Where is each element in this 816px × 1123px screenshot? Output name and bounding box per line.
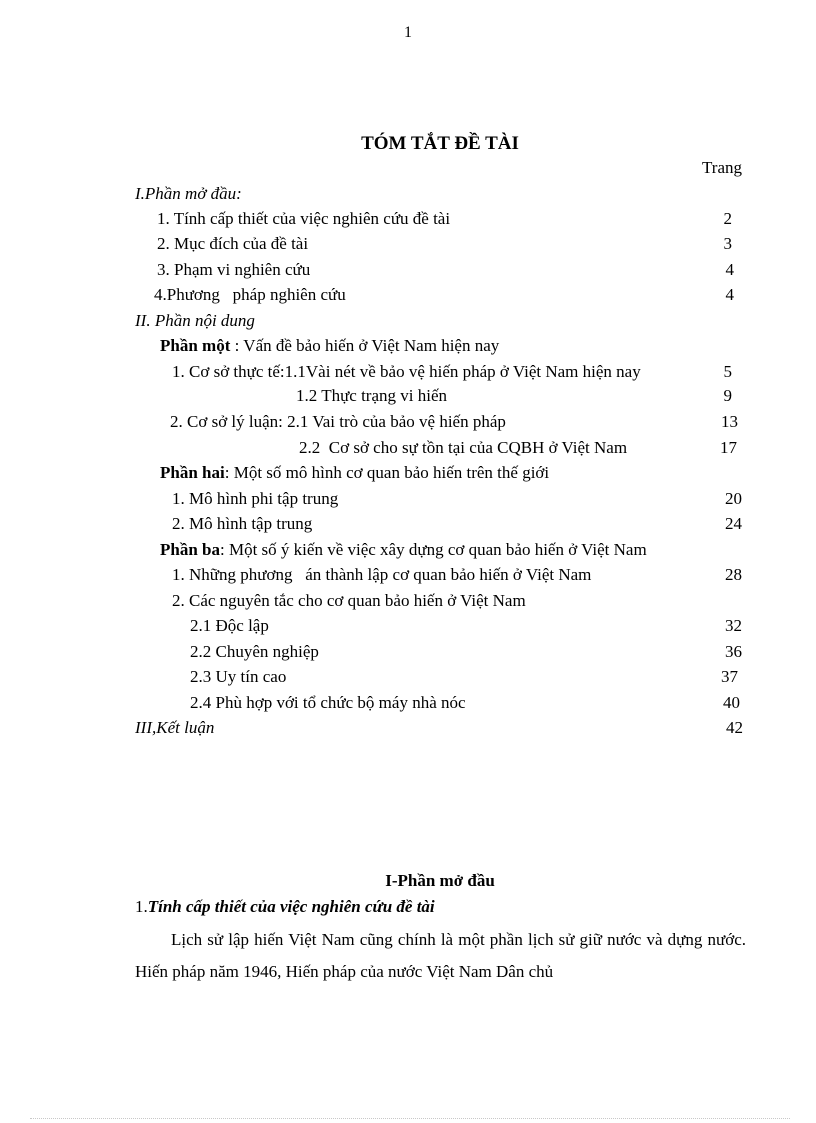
- toc-entry-page: 37: [721, 667, 738, 686]
- toc-entry-text: 1. Tính cấp thiết của việc nghiên cứu đề tài: [157, 209, 451, 228]
- toc-entry-page: 17: [720, 438, 737, 457]
- toc-entry-page: 28: [725, 565, 742, 584]
- toc-entry-text: 2.4 Phù hợp với tổ chức bộ máy nhà nóc: [190, 693, 466, 712]
- subsection-title: Tính cấp thiết của việc nghiên cứu đề tài: [147, 897, 435, 916]
- toc-entry-page: 20: [725, 489, 742, 508]
- toc-entry-page: 5: [723, 362, 732, 381]
- toc-entry-text: 1. Cơ sở thực tế:1.1Vài nét về bảo vệ hiến pháp ở Việt Nam hiện nay: [172, 362, 641, 381]
- toc-entry-conclusion: III,Kết luận: [135, 718, 215, 737]
- toc-entry-text: 1. Mô hình phi tập trung: [172, 489, 339, 508]
- toc-entry-bold: Phần hai: [160, 463, 225, 482]
- toc-entry-page: 36: [725, 642, 742, 661]
- toc-entry-page: 24: [725, 514, 742, 533]
- toc-entry-text: 2. Cơ sở lý luận: 2.1 Vai trò của bảo vệ hiến pháp: [170, 412, 506, 431]
- toc-entry-part-two: [160, 463, 549, 483]
- page-number: 1: [404, 24, 412, 41]
- toc-entry-text: : Một số ý kiến về việc xây dựng cơ quan bảo hiến ở Việt Nam: [220, 540, 647, 559]
- toc-entry-text: 4.Phương pháp nghiên cứu: [154, 285, 346, 304]
- toc-entry-page: 4: [725, 285, 734, 304]
- toc-entry-part2: II. Phần nội dung: [135, 311, 255, 330]
- toc-entry-bold: Phần ba: [160, 540, 220, 559]
- toc-entry-bold: Phần một: [160, 336, 231, 355]
- toc-entry-page: 2: [723, 209, 732, 228]
- section-heading: I-Phần mở đầu: [385, 871, 495, 890]
- body-paragraph: [135, 924, 746, 988]
- toc-entry-text: 2. Mô hình tập trung: [172, 514, 313, 533]
- toc-entry-text: 2. Mục đích của đề tài: [157, 234, 309, 253]
- page-bottom-rule: [30, 1118, 790, 1119]
- subsection-heading: [135, 897, 435, 917]
- toc-entry-text: 1.2 Thực trạng vi hiến: [296, 386, 448, 405]
- toc-entry-page: 3: [723, 234, 732, 253]
- toc-entry-part-three: [160, 540, 647, 560]
- toc-entry-page: 32: [725, 616, 742, 635]
- toc-entry-part-one: [160, 336, 499, 356]
- paragraph-text: Lịch sử lập hiến Việt Nam cũng chính là một phần lịch sử giữ nước và dựng nước. Hiến pháp năm 1946, Hiến pháp của nước Việt Nam Dân chủ: [135, 930, 746, 981]
- toc-entry-text: 2.2 Chuyên nghiệp: [190, 642, 319, 661]
- toc-page-column-label: Trang: [702, 158, 742, 177]
- toc-entry-page: 13: [721, 412, 738, 431]
- toc-entry-part1: I.Phần mở đầu:: [135, 184, 242, 203]
- toc-entry-text: : Vấn đề bảo hiến ở Việt Nam hiện nay: [230, 336, 500, 355]
- toc-entry-text: 3. Phạm vi nghiên cứu: [157, 260, 311, 279]
- toc-entry-text: 2. Các nguyên tắc cho cơ quan bảo hiến ở Việt Nam: [172, 591, 526, 610]
- toc-entry-text: 2.2 Cơ sở cho sự tồn tại của CQBH ở Việt Nam: [299, 438, 628, 457]
- toc-entry-text: 2.1 Độc lập: [190, 616, 269, 635]
- toc-title: TÓM TẮT ĐỀ TÀI: [361, 133, 519, 154]
- toc-entry-page: 42: [726, 718, 743, 737]
- subsection-number: 1.: [135, 897, 148, 916]
- toc-entry-page: 40: [723, 693, 740, 712]
- toc-entry-text: 2.3 Uy tín cao: [190, 667, 287, 686]
- toc-entry-text: 1. Những phương án thành lập cơ quan bảo hiến ở Việt Nam: [172, 565, 592, 584]
- toc-entry-page: 9: [723, 386, 732, 405]
- toc-entry-page: 4: [725, 260, 734, 279]
- toc-entry-text: : Một số mô hình cơ quan bảo hiến trên thế giới: [224, 463, 550, 482]
